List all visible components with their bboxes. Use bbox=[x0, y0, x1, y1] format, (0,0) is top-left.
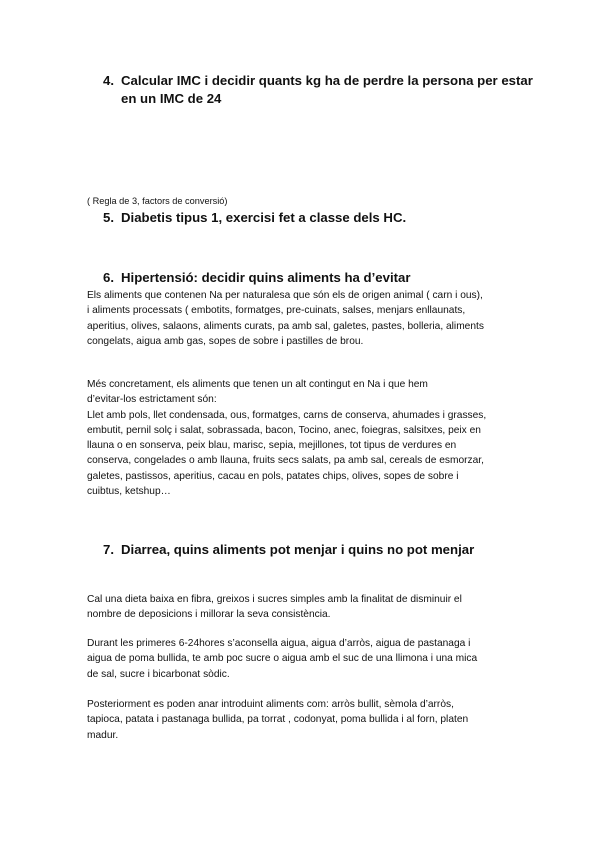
section-5-title: Diabetis tipus 1, exercisi fet a classe dels HC. bbox=[121, 210, 407, 225]
text-line: Els aliments que contenen Na per naturalesa que són els de origen animal ( carn i ous), bbox=[87, 290, 483, 301]
text-line: congelats, aigua amb gas, sopes de sobre i pastilles de brou. bbox=[87, 335, 364, 347]
text-line: tapioca, patata i pastanaga bullida, pa torrat , codonyat, poma bullida i al forn, platen bbox=[87, 714, 469, 726]
section-4-title-line1: Calcular IMC i decidir quants kg ha de perdre la persona per estar bbox=[121, 73, 533, 88]
text-line: Més concretament, els aliments que tenen un alt contingut en Na i que hem bbox=[87, 379, 428, 390]
section-6-number: 6. bbox=[103, 270, 114, 285]
text-line: de sal, sucre i bicarbonat sòdic. bbox=[87, 668, 230, 680]
text-line: d’evitar-los estrictament són: bbox=[87, 394, 217, 406]
section-7-paragraph-3 bbox=[87, 697, 517, 743]
section-7-title: Diarrea, quins aliments pot menjar i quins no pot menjar bbox=[121, 542, 475, 557]
text-line: llauna o en sonserva, peix blau, marisc, sepia, mejillones, tot tipus de verdures en bbox=[87, 440, 457, 452]
section-6-paragraph-2 bbox=[87, 377, 517, 499]
text-line: Durant les primeres 6-24hores s’aconsella aigua, aigua d’arròs, aigua de pastanaga i bbox=[87, 638, 471, 649]
text-line: aigua de poma bullida, te amb poc sucre o aigua amb el suc de una llimona i una mica bbox=[87, 653, 478, 665]
text-line: madur. bbox=[87, 729, 119, 741]
section-7-paragraph-2 bbox=[87, 636, 517, 682]
text-line: embutit, pernil solç i salat, sobrassada, bacon, Tocino, anec, foiegras, salsitxes, peix en bbox=[87, 424, 481, 436]
text-line: Cal una dieta baixa en fibra, greixos i sucres simples amb la finalitat de disminuir el bbox=[87, 594, 462, 605]
text-line: Llet amb pols, llet condensada, ous, formatges, carns de conserva, ahumades i grasses, bbox=[87, 409, 487, 421]
text-line: conserva, congelades o amb llauna, fruits secs salats, pa amb sal, cereals de esmorzar, bbox=[87, 455, 484, 467]
text-line: cuibtus, ketshup… bbox=[87, 486, 171, 498]
section-4-heading bbox=[103, 72, 533, 89]
section-7-paragraph-1 bbox=[87, 592, 517, 623]
text-line: i aliments processats ( embotits, formatges, pre-cuinats, salses, menjars enllaunats, bbox=[87, 305, 466, 317]
section-7-heading bbox=[103, 541, 474, 558]
section-6-title: Hipertensió: decidir quins aliments ha d’evitar bbox=[121, 270, 411, 285]
section-7-number: 7. bbox=[103, 542, 114, 557]
text-line: nombre de deposicions i millorar la seva consistència. bbox=[87, 609, 331, 621]
section-6-heading bbox=[103, 269, 410, 286]
text-line: aperitius, olives, salaons, aliments curats, pa amb sal, galetes, pastes, bolleria, aliments bbox=[87, 320, 484, 332]
section-5-heading bbox=[103, 209, 406, 226]
text-line: galetes, pastissos, aperitius, cacau en pols, patates chips, olives, sopes de sobre i bbox=[87, 470, 459, 482]
section-4-note: ( Regla de 3, factors de conversió) bbox=[87, 196, 228, 206]
section-4-number: 4. bbox=[103, 73, 114, 88]
section-5-number: 5. bbox=[103, 210, 114, 225]
section-6-paragraph-1 bbox=[87, 288, 517, 349]
text-line: Posteriorment es poden anar introduint aliments com: arròs bullit, sèmola d’arròs, bbox=[87, 699, 454, 710]
section-4-title-line2: en un IMC de 24 bbox=[121, 91, 222, 106]
